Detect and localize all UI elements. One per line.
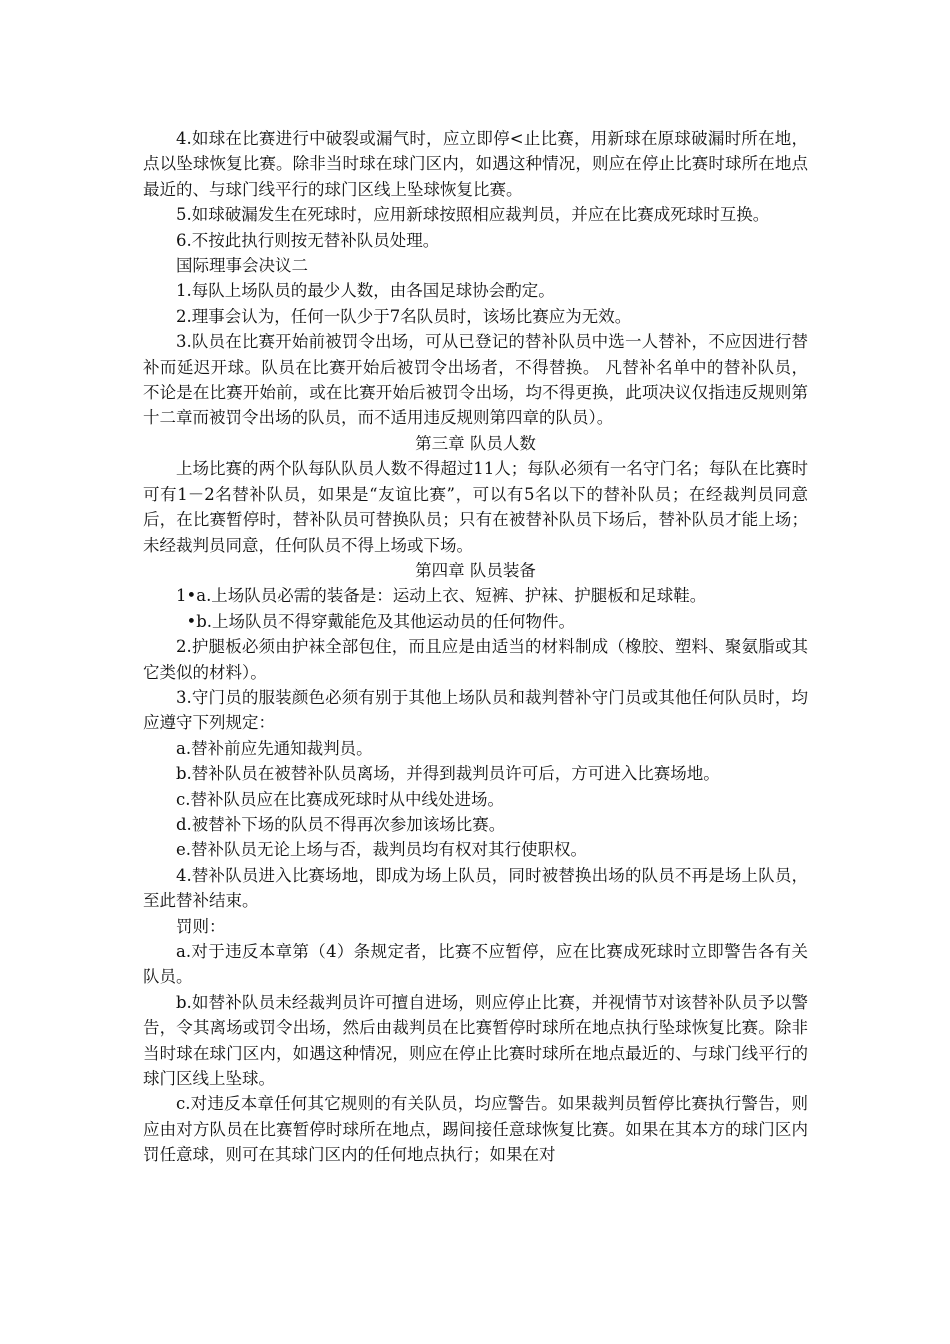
- paragraph-goalkeeper-colors: 3.守门员的服装颜色必须有别于其他上场队员和裁判替补守门员或其他任何队员时，均应遵守下列规定：: [143, 687, 808, 733]
- paragraph-rule-a: a.替补前应先通知裁判员。: [176, 738, 373, 758]
- paragraph-rule-b: b.替补队员在被替补队员离场，并得到裁判员许可后，方可进入比赛场地。: [176, 764, 720, 784]
- paragraph-number-of-players: 上场比赛的两个队每队队员人数不得超过11人；每队必须有一名守门名；每队在比赛时可有1－2名替补队员，如果是“友谊比赛”，可以有5名以下的替补队员；在经裁判员同意后，在比赛暂停时，替补队员可替换队员；只有在被替补队员下场后，替补队员才能上场；未经裁判员同意，任何队员不得上场或下场。: [143, 459, 808, 555]
- paragraph-penalty-b: b.如替补队员未经裁判员许可擅自进场，则应停止比赛，并视情节对该替补队员予以警告，令其离场或罚令出场，然后由裁判员在比赛暂停时球所在地点执行坠球恢复比赛。除非当时球在球门区内，如遇这种情况，则应在停止比赛时球所在地点最近的、与球门线平行的球门区线上坠球。: [143, 992, 808, 1089]
- paragraph-min-players: 1.每队上场队员的最少人数，由各国足球协会酌定。: [176, 281, 555, 301]
- paragraph-board-decision-2: 国际理事会决议二: [176, 256, 308, 276]
- paragraph-equipment-b: •b.上场队员不得穿戴能危及其他运动员的任何物件。: [176, 611, 576, 631]
- paragraph-ball-burst: 4.如球在比赛进行中破裂或漏气时，应立即停<止比赛，用新球在原球破漏时所在地，点以坠球恢复比赛。除非当时球在球门区内，如遇这种情况，则应在停止比赛时球所在地点最近的、与球门线平行的球门区线上坠球恢复比赛。: [143, 129, 808, 199]
- paragraph-rule-c: c.替补队员应在比赛成死球时从中线处进场。: [176, 789, 504, 809]
- paragraph-rule-d: d.被替补下场的队员不得再次参加该场比赛。: [176, 814, 506, 834]
- paragraph-rule-e: e.替补队员无论上场与否，裁判员均有权对其行使职权。: [176, 840, 588, 860]
- paragraph-dead-ball-burst: 5.如球破漏发生在死球时，应用新球按照相应裁判员，并应在比赛成死球时互换。: [176, 205, 770, 225]
- paragraph-penalty-a: a.对于违反本章第（4）条规定者，比赛不应暂停，应在比赛成死球时立即警告各有关队员。: [143, 942, 808, 987]
- paragraph-less-than-seven: 2.理事会认为，任何一队少于7名队员时，该场比赛应为无效。: [176, 306, 632, 326]
- chapter-3-heading: 第三章 队员人数: [415, 433, 536, 453]
- document-page: [143, 126, 808, 1168]
- paragraph-penalties-heading: 罚则：: [176, 916, 226, 936]
- paragraph-sent-off-before-start: 3.队员在比赛开始前被罚令出场，可从已登记的替补队员中选一人替补，不应因进行替补而延迟开球。队员在比赛开始后被罚令出场者，不得替换。 凡替补名单中的替补队员，不论是在比赛开始前，或在比赛开始后被罚令出场，均不得更换，此项决议仅指违反规则第十二章而被罚令出场的队员，而不适用违反规则第四章的队员）。: [143, 332, 808, 428]
- chapter-4-heading: 第四章 队员装备: [415, 560, 536, 580]
- paragraph-substitution-complete: 4.替补队员进入比赛场地，即成为场上队员，同时被替换出场的队员不再是场上队员，至此替补结束。: [143, 865, 808, 911]
- paragraph-shinguards: 2.护腿板必须由护袜全部包住，而且应是由适当的材料制成（橡胶、塑料、聚氨脂或其它类似的材料）。: [143, 637, 808, 682]
- paragraph-penalty-c: c.对违反本章任何其它规则的有关队员，均应警告。如果裁判员暂停比赛执行警告，则应由对方队员在比赛暂停时球所在地点，踢间接任意球恢复比赛。如果在其本方的球门区内罚任意球，则可在其球门区内的任何地点执行；如果在对: [143, 1094, 808, 1165]
- paragraph-equipment-a: 1•a.上场队员必需的装备是：运动上衣、短裤、护袜、护腿板和足球鞋。: [176, 586, 707, 606]
- paragraph-no-substitute: 6.不按此执行则按无替补队员处理。: [176, 230, 440, 250]
